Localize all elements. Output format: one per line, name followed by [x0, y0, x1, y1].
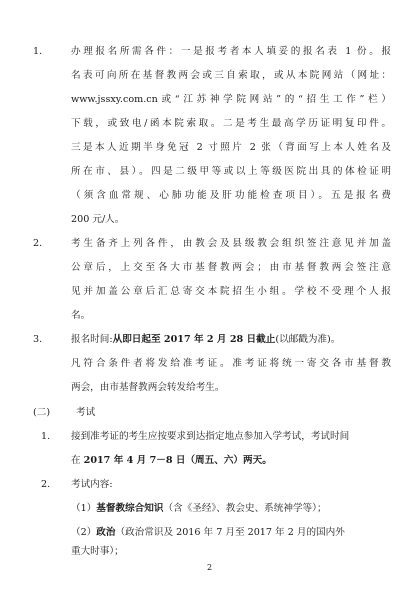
exam-1-number: 1.	[41, 431, 51, 442]
item-2-line-3: 见并加盖公章后汇总寄交本院招生小组。学校不受理个人报	[71, 286, 391, 297]
item-1-line-6: 所在市、县）。四是二级甲等或以上等级医院出具的体检证明	[71, 166, 391, 177]
item-1-line-4: 下载，或致电/函本院索取。二是考生最高学历证明复印件。	[71, 118, 391, 129]
item-1-number: 1.	[33, 46, 43, 57]
item-1-line-3: www.jssxy.com.cn或“江苏神学院网站”的“招生工作”栏）	[71, 94, 391, 105]
item-1-line-2: 名表可向所在基督教两会或三自索取，或从本院网站（网址：	[71, 70, 391, 81]
item-1-line-1: 办理报名所需各件：一是报考者本人填妥的报名表 1 份。报	[71, 46, 391, 57]
section-2-number: (二)	[33, 407, 51, 418]
section-2-title: 考试	[76, 407, 96, 418]
subject-1-detail: （含《圣经》、教会史、系统神学等）；	[163, 503, 327, 514]
item-1-line-7: （须含血常规、心肺功能及肝功能检查项目）。五是报名费	[71, 190, 391, 201]
registration-time-label: 报名时间:	[71, 334, 113, 345]
exam-subject-2-continued: 重大时事）；	[71, 546, 124, 557]
exam-subject-1	[71, 503, 327, 515]
item-2-line-1: 考生备齐上列各件，由教会及县级教会组织签注意见并加盖	[71, 238, 391, 249]
item-3-line-1	[71, 334, 340, 346]
registration-deadline: 从即日起至 2017 年 2 月 28 日截止	[112, 334, 276, 345]
postmark-note: (以邮戳为准)。	[275, 334, 341, 345]
exam-1-line-1: 接到准考证的考生应按要求到达指定地点参加入学考试，考试时间	[71, 431, 350, 442]
exam-subject-2	[71, 527, 345, 539]
exam-content-title: 考试内容:	[71, 479, 113, 490]
subject-1-index: （1）	[71, 503, 97, 514]
subject-2-index: （2）	[71, 527, 97, 538]
item-3-line-2: 凡符合条件者将发给准考证。准考证将统一寄交各市基督教	[71, 358, 391, 369]
subject-1-name: 基督教综合知识	[96, 503, 164, 514]
item-2-number: 2.	[33, 238, 43, 249]
item-3-line-3: 两会，由市基督教两会转发给考生。	[71, 382, 225, 393]
item-2-line-4: 名。	[71, 310, 91, 321]
item-1-line-5: 三是本人近期半身免冠 2 寸照片 2 张（背面写上本人姓名及	[71, 142, 391, 153]
item-1-line-8: 200 元/人。	[71, 214, 125, 225]
subject-2-name: 政治	[96, 527, 116, 538]
exam-date: 2017 年 4 月 7－8 日（周五、六）两天。	[83, 455, 272, 466]
item-3-number: 3.	[33, 334, 43, 345]
exam-date-lead: 在	[71, 455, 84, 466]
subject-2-detail: （政治常识及 2016 年 7 月至 2017 年 2 月的国内外	[115, 527, 345, 538]
page-number: 2	[206, 563, 213, 572]
exam-2-number: 2.	[41, 479, 51, 490]
item-2-line-2: 公章后，上交至各大市基督教两会；由市基督教两会签注意	[71, 262, 391, 273]
exam-1-line-2	[71, 455, 272, 467]
